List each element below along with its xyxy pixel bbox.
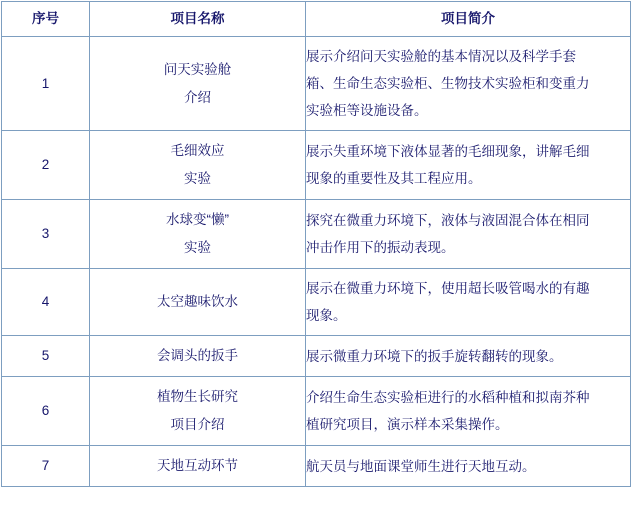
table-row: [2, 200, 631, 269]
cell-name-line: 太空趣味饮水: [157, 294, 238, 309]
cell-description-line: 植研究项目，演示样本采集操作。: [306, 417, 509, 432]
cell-index: 4: [2, 269, 90, 336]
cell-description-line: 探究在微重力环境下，液体与液固混合体在相同: [306, 213, 590, 228]
column-header-index: 序号: [2, 2, 90, 37]
cell-description-line: 展示微重力环境下的扳手旋转翻转的现象。: [306, 348, 563, 364]
cell-name-line: 介绍: [184, 89, 211, 105]
cell-description: [306, 131, 631, 200]
cell-name: [90, 377, 306, 446]
cell-description-line: 冲击作用下的振动表现。: [306, 240, 455, 255]
column-header-name: 项目名称: [90, 2, 306, 37]
cell-name: [90, 200, 306, 269]
cell-index: 3: [2, 200, 90, 269]
schedule-table: [1, 1, 631, 487]
cell-description-line: 现象的重要性及其工程应用。: [306, 171, 482, 186]
cell-name-line: 会调头的扳手: [157, 348, 238, 363]
cell-name: [90, 269, 306, 336]
cell-name-line: 天地互动环节: [157, 458, 238, 473]
cell-description: [306, 269, 631, 336]
column-header-description: 项目简介: [306, 2, 631, 37]
table-row: [2, 269, 631, 336]
cell-description: [306, 446, 631, 487]
cell-description-line: 箱、生命生态实验柜、生物技术实验柜和变重力: [306, 76, 590, 91]
cell-name-line: 问天实验舱: [163, 61, 232, 77]
cell-name-line: 实验: [184, 240, 211, 255]
table-row: [2, 37, 631, 131]
table-row: [2, 131, 631, 200]
cell-name: [90, 446, 306, 487]
cell-index: 6: [2, 377, 90, 446]
cell-description: [306, 336, 631, 377]
cell-description-line: 展示介绍问天实验舱的基本情况以及科学手套: [306, 49, 576, 64]
cell-name-line: 水球变“懒”: [166, 212, 229, 227]
cell-description-line: 航天员与地面课堂师生进行天地互动。: [306, 458, 536, 474]
cell-index: 1: [2, 37, 90, 131]
cell-name-line: 实验: [184, 171, 211, 186]
table-row: [2, 377, 631, 446]
cell-name: [90, 131, 306, 200]
cell-description-line: 展示在微重力环境下，使用超长吸管喝水的有趣: [306, 281, 590, 296]
cell-name: [90, 37, 306, 131]
cell-index: 7: [2, 446, 90, 487]
cell-name: [90, 336, 306, 377]
cell-description-line: 现象。: [306, 308, 347, 323]
cell-description: [306, 377, 631, 446]
cell-description-line: 展示失重环境下液体显著的毛细现象，讲解毛细: [306, 144, 590, 159]
cell-name-line: 毛细效应: [170, 143, 225, 158]
cell-description: [306, 37, 631, 131]
table-row: [2, 336, 631, 377]
cell-description-line: 介绍生命生态实验柜进行的水稻种植和拟南芥种: [306, 390, 590, 405]
table-header-row: [2, 2, 631, 37]
cell-description: [306, 200, 631, 269]
table-body: [2, 37, 631, 487]
cell-name-line: 植物生长研究: [157, 389, 238, 404]
table-row: [2, 446, 631, 487]
cell-description-line: 实验柜等设施设备。: [306, 103, 428, 118]
cell-index: 5: [2, 336, 90, 377]
cell-name-line: 项目介绍: [170, 417, 225, 432]
table-header: [2, 2, 631, 37]
cell-index: 2: [2, 131, 90, 200]
